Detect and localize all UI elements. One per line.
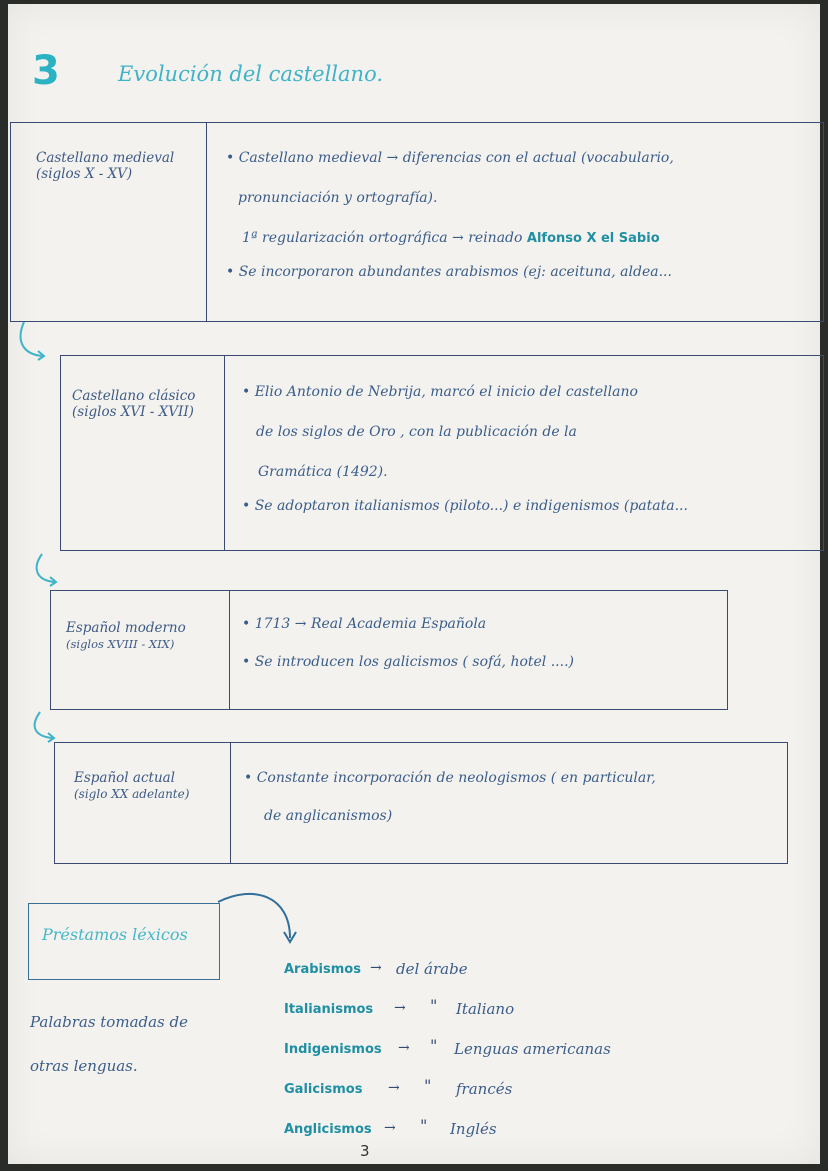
arrow-icon: → — [384, 1120, 396, 1136]
loans-description: Palabras tomadas de otras lenguas. — [30, 1013, 188, 1075]
loan-origin: Italiano — [456, 1000, 515, 1018]
page-number: 3 — [360, 1142, 370, 1160]
loan-term: Italianismos — [284, 1002, 374, 1017]
section-title: Evolución del castellano. — [118, 62, 384, 86]
loan-term: Anglicismos — [284, 1122, 372, 1137]
period-label-clasico: Castellano clásico (siglos XVI - XVII) — [72, 388, 196, 420]
period-label-moderno: Español moderno (siglos XVIII - XIX) — [66, 620, 186, 651]
loan-origin: del árabe — [396, 960, 468, 978]
section-number: 3 — [32, 48, 60, 94]
arrow-icon: → — [394, 1000, 406, 1016]
loan-term: Galicismos — [284, 1082, 363, 1097]
loan-term: Indigenismos — [284, 1042, 382, 1057]
ditto-mark: " — [424, 1076, 432, 1095]
loans-title: Préstamos léxicos — [42, 925, 188, 944]
loan-origin: Inglés — [450, 1120, 497, 1138]
loan-origin: francés — [456, 1080, 513, 1098]
ditto-mark: " — [430, 1036, 438, 1055]
arrow-icon: → — [388, 1080, 400, 1096]
curved-arrow-icon — [10, 320, 60, 365]
curved-arrow-icon — [28, 552, 78, 592]
curved-arrow-icon — [214, 890, 304, 950]
arrow-icon: → — [370, 960, 382, 976]
ditto-mark: " — [420, 1116, 428, 1135]
ditto-mark: " — [430, 996, 438, 1015]
highlight-alfonso: Alfonso X el Sabio — [526, 231, 660, 246]
loan-origin: Lenguas americanas — [454, 1040, 611, 1058]
period-box-actual — [54, 742, 788, 864]
period-label-medieval: Castellano medieval (siglos X - XV) — [36, 150, 175, 182]
period-label-actual: Español actual (siglo XX adelante) — [74, 770, 190, 801]
loan-term: Arabismos — [284, 962, 361, 977]
arrow-icon: → — [398, 1040, 410, 1056]
